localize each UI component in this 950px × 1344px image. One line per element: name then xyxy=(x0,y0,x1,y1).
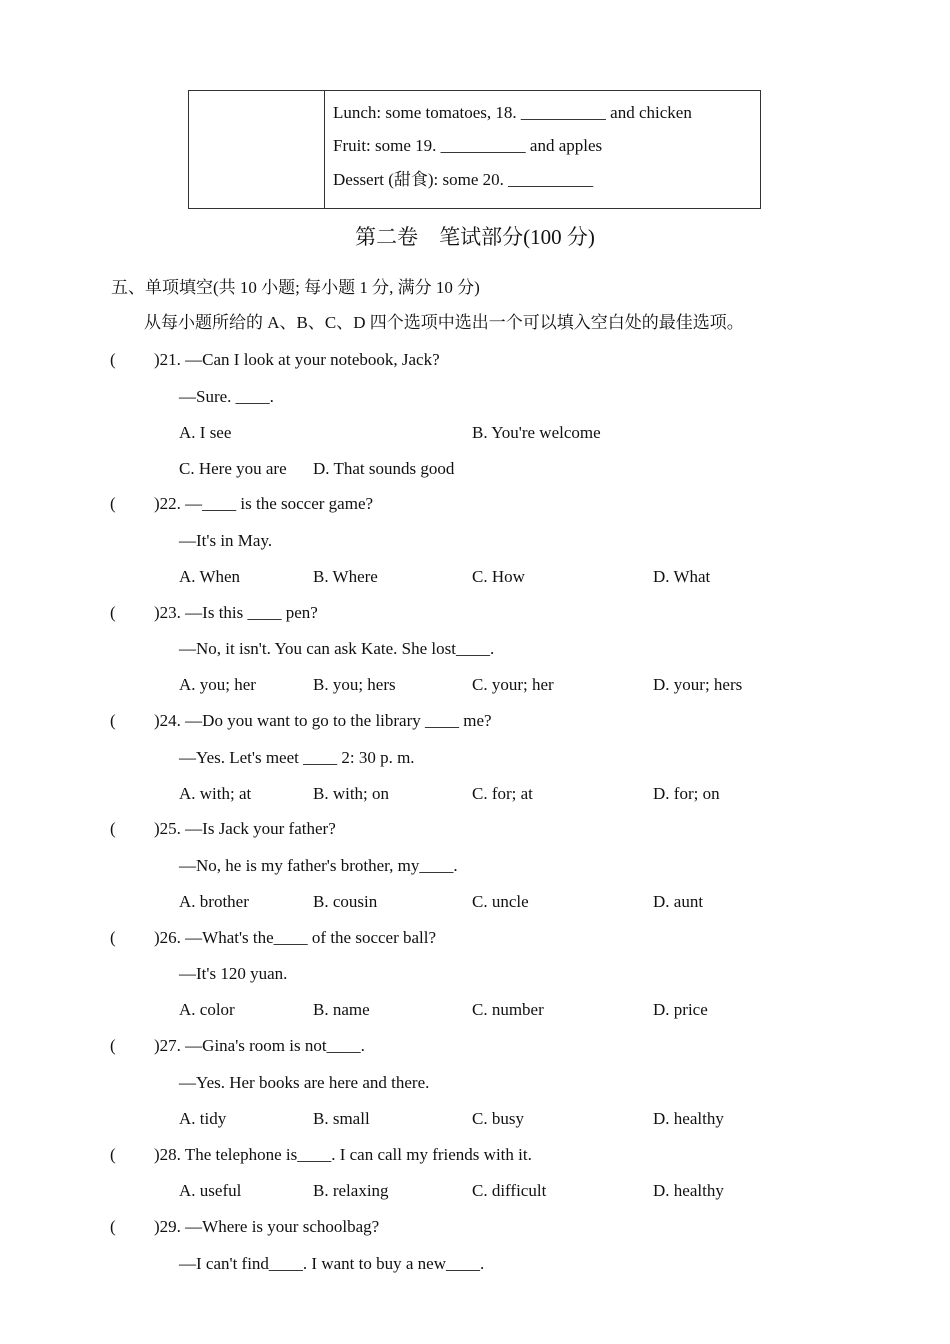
option-b[interactable]: B. relaxing xyxy=(313,1181,389,1200)
option-d[interactable]: D. your; hers xyxy=(653,675,743,694)
question-stem: )23. —Is this ____ pen? xyxy=(154,603,318,622)
question-stem: )25. —Is Jack your father? xyxy=(154,819,336,838)
question-stem: )26. —What's the____ of the soccer ball? xyxy=(154,928,437,947)
option-a[interactable]: A. When xyxy=(179,567,241,586)
option-a[interactable]: A. color xyxy=(179,1000,235,1019)
answer-bracket[interactable]: ( xyxy=(110,1145,116,1164)
option-c[interactable]: C. uncle xyxy=(472,892,529,911)
option-c[interactable]: C. number xyxy=(472,1000,544,1019)
table-divider xyxy=(324,91,325,208)
option-b[interactable]: B. you; hers xyxy=(313,675,396,694)
answer-bracket[interactable]: ( xyxy=(110,1217,116,1236)
table-line-dessert: Dessert (甜食): some 20. __________ xyxy=(333,170,594,189)
answer-bracket[interactable]: ( xyxy=(110,711,116,730)
option-a[interactable]: A. brother xyxy=(179,892,249,911)
option-a[interactable]: A. with; at xyxy=(179,784,252,803)
question-stem: )22. —____ is the soccer game? xyxy=(154,494,374,513)
question-stem: )21. —Can I look at your notebook, Jack? xyxy=(154,350,440,369)
question-reply: —It's 120 yuan. xyxy=(179,964,288,983)
option-b[interactable]: B. name xyxy=(313,1000,370,1019)
option-b[interactable]: B. cousin xyxy=(313,892,378,911)
question-reply: —Sure. ____. xyxy=(179,387,274,406)
question-stem: )28. The telephone is____. I can call my friends with it. xyxy=(154,1145,532,1164)
option-a[interactable]: A. tidy xyxy=(179,1109,227,1128)
question-stem: )27. —Gina's room is not____. xyxy=(154,1036,365,1055)
table-line-lunch: Lunch: some tomatoes, 18. __________ and chicken xyxy=(333,103,692,122)
part-instruction: 从每小题所给的 A、B、C、D 四个选项中选出一个可以填入空白处的最佳选项。 xyxy=(144,313,744,332)
option-d[interactable]: D. aunt xyxy=(653,892,704,911)
answer-bracket[interactable]: ( xyxy=(110,494,116,513)
option-d[interactable]: D. healthy xyxy=(653,1109,724,1128)
question-reply: —I can't find____. I want to buy a new____. xyxy=(179,1254,485,1273)
answer-bracket[interactable]: ( xyxy=(110,1036,116,1055)
option-d[interactable]: D. That sounds good xyxy=(313,459,455,478)
option-b[interactable]: B. You're welcome xyxy=(472,423,601,442)
answer-bracket[interactable]: ( xyxy=(110,350,116,369)
option-d[interactable]: D. price xyxy=(653,1000,708,1019)
option-b[interactable]: B. small xyxy=(313,1109,370,1128)
option-d[interactable]: D. for; on xyxy=(653,784,720,803)
option-b[interactable]: B. with; on xyxy=(313,784,390,803)
option-d[interactable]: D. healthy xyxy=(653,1181,724,1200)
option-a[interactable]: A. you; her xyxy=(179,675,256,694)
question-reply: —Yes. Let's meet ____ 2: 30 p. m. xyxy=(179,748,415,767)
option-d[interactable]: D. What xyxy=(653,567,711,586)
option-c[interactable]: C. your; her xyxy=(472,675,554,694)
option-a[interactable]: A. useful xyxy=(179,1181,242,1200)
question-reply: —No, it isn't. You can ask Kate. She lost____. xyxy=(179,639,495,658)
option-c[interactable]: C. for; at xyxy=(472,784,533,803)
question-stem: )29. —Where is your schoolbag? xyxy=(154,1217,380,1236)
option-a[interactable]: A. I see xyxy=(179,423,232,442)
option-b[interactable]: B. Where xyxy=(313,567,378,586)
section-title: 第二卷 笔试部分(100 分) xyxy=(355,225,595,249)
option-c[interactable]: C. difficult xyxy=(472,1181,547,1200)
answer-bracket[interactable]: ( xyxy=(110,928,116,947)
answer-bracket[interactable]: ( xyxy=(110,819,116,838)
option-c[interactable]: C. busy xyxy=(472,1109,524,1128)
option-c[interactable]: C. Here you are xyxy=(179,459,287,478)
question-reply: —It's in May. xyxy=(179,531,273,550)
question-stem: )24. —Do you want to go to the library ____ me? xyxy=(154,711,492,730)
table-line-fruit: Fruit: some 19. __________ and apples xyxy=(333,136,603,155)
part-heading: 五、单项填空(共 10 小题; 每小题 1 分, 满分 10 分) xyxy=(111,278,480,297)
option-c[interactable]: C. How xyxy=(472,567,525,586)
answer-bracket[interactable]: ( xyxy=(110,603,116,622)
question-reply: —No, he is my father's brother, my____. xyxy=(179,856,458,875)
question-reply: —Yes. Her books are here and there. xyxy=(179,1073,430,1092)
